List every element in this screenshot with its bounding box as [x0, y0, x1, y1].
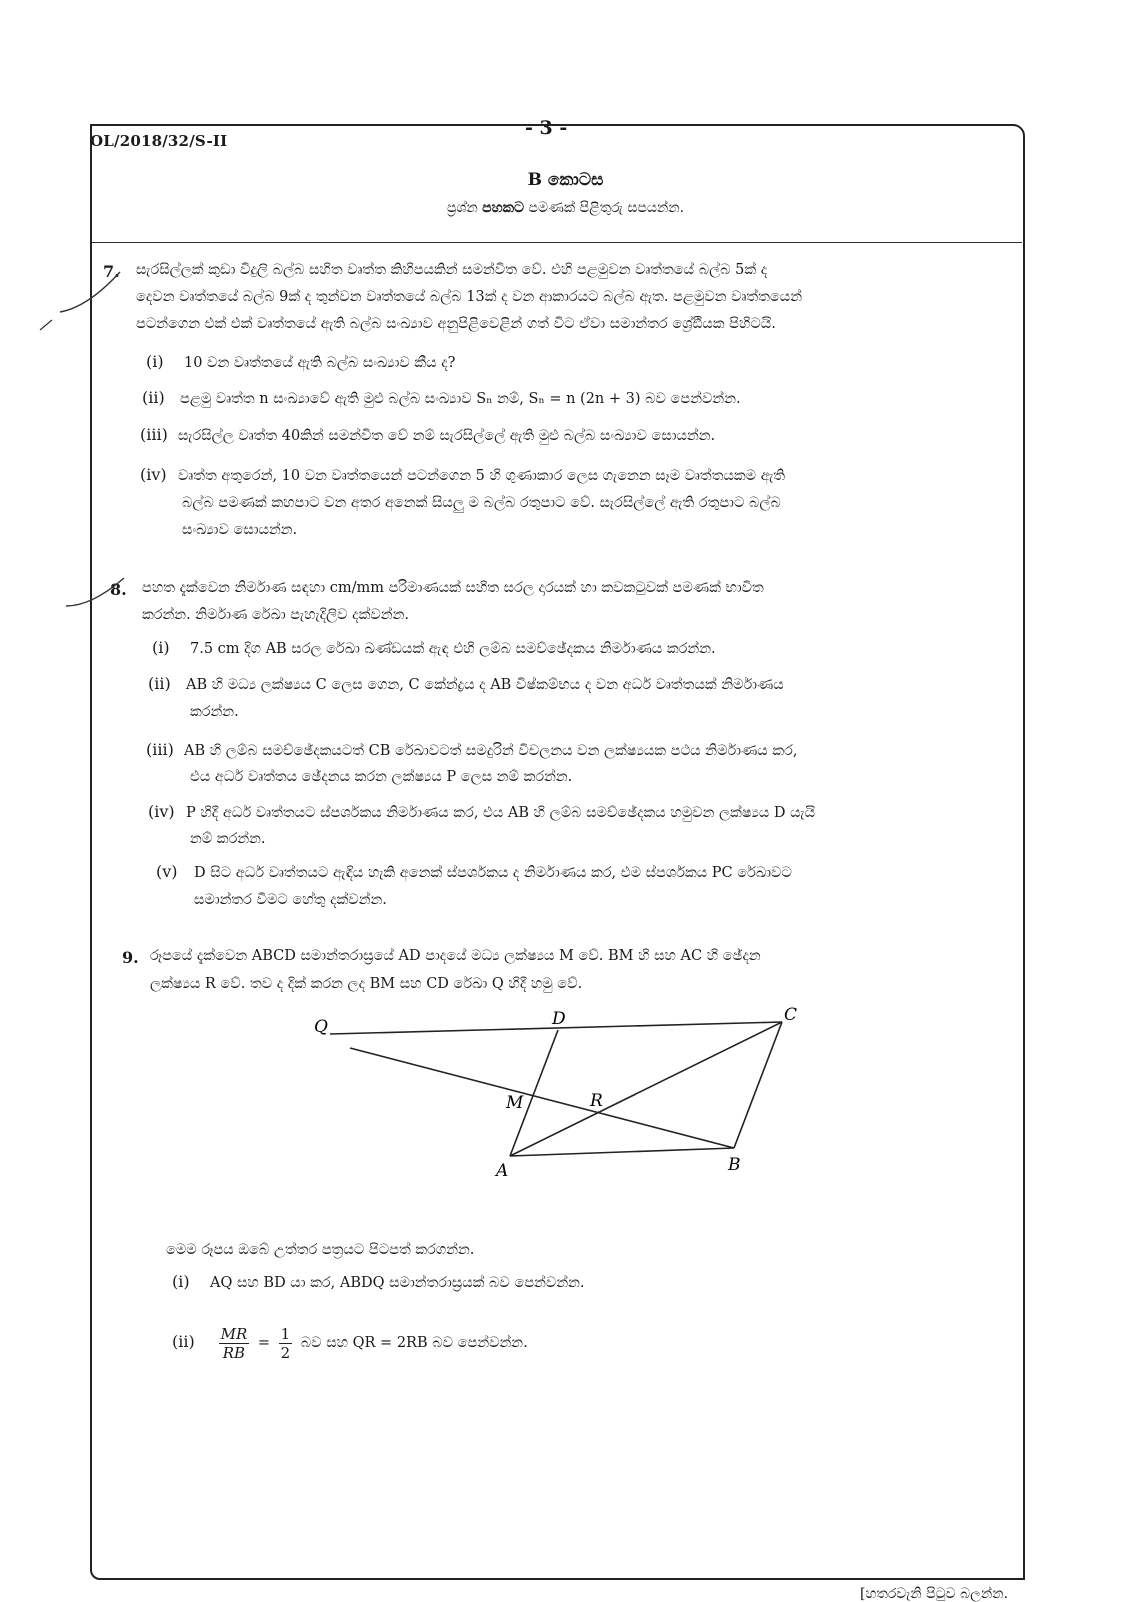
- q7-line-2: දෙවන වෘත්තයේ බල්බ 9ක් ද තුන්වන වෘත්තයේ බල්බ 13ක් ද වන ආකාරයට බල්බ ඇත. පළමුවන වෘත්තයෙන්: [136, 289, 802, 305]
- q7-part-iv-cont-2: සංඛ්‍යාව සොයන්න.: [182, 522, 298, 538]
- instruction: [0, 200, 1131, 216]
- q8-part-iv: [148, 802, 815, 823]
- q7-part-iv-text: වෘත්ත අතුරෙන්, 10 වන වෘත්තයෙන් පටන්ගෙන 5 හි ගුණාකාර ලෙස ගැනෙන සෑම වෘත්තයකම ඇති: [178, 468, 786, 484]
- equals-sign: =: [257, 1335, 271, 1351]
- one-half-fraction: [279, 1325, 293, 1362]
- q9-part-ii-label: (ii): [172, 1332, 195, 1351]
- paper-code: OL/2018/32/S-II: [90, 132, 228, 150]
- q8-part-i: [152, 638, 716, 659]
- line-QB: [350, 1048, 734, 1148]
- q8-part-i-label: (i): [152, 638, 170, 657]
- tick-mark-q7: [30, 262, 140, 332]
- instruction-bold: පහකට: [482, 200, 525, 216]
- q8-line-2: කරන්න. නිර්මාණ රේඛා පැහැදිලිව දක්වන්න.: [142, 607, 409, 623]
- q9-part-ii: [172, 1322, 528, 1363]
- q7-part-i: [146, 352, 455, 373]
- q8-part-ii-text: AB හි මධ්‍ය ලක්ෂ්‍යය C ලෙස ගෙන, C කේන්ද්‍රය ද AB විෂ්කම්භය ද වන අර්ධ වෘත්තයක් නිර්මාණය: [186, 677, 784, 693]
- q8-part-ii: [148, 674, 784, 695]
- q9-line-1: රූපයේ දැක්වෙන ABCD සමාන්තරාස්‍රයේ AD පාදයේ මධ්‍ය ලක්ෂ්‍යය M වේ. BM හි සහ AC හි ඡේදන: [150, 948, 761, 964]
- label-A: A: [496, 1161, 509, 1181]
- q9-part-i-label: (i): [172, 1272, 190, 1291]
- q8-part-iii-cont: එය අර්ධ වෘත්තය ඡේදනය කරන ලක්ෂ්‍යය P ලෙස නම් කරන්න.: [190, 769, 573, 785]
- q7-part-ii: [142, 388, 741, 409]
- q9-line-2: ලක්ෂ්‍යය R වේ. තව ද දික් කරන ලද BM සහ CD රේඛා Q හිදී හමු වේ.: [150, 976, 583, 992]
- label-R: R: [590, 1091, 603, 1111]
- q7-part-iv-label: (iv): [140, 465, 167, 484]
- header-divider: [92, 242, 1022, 243]
- q8-part-ii-cont: කරන්න.: [190, 704, 239, 720]
- tick-mark-q8: [62, 572, 142, 612]
- frac-denominator: RB: [222, 1343, 246, 1362]
- line-BC: [734, 1022, 782, 1148]
- q8-part-iii-text: AB හි ලම්බ සමච්ඡේදකයටත් CB රේඛාවටත් සමදුරින් විචලනය වන ලක්ෂ්‍යයක පථය නිර්මාණය කර,: [184, 743, 798, 759]
- q7-part-iv: [140, 465, 785, 486]
- q7-part-iii-label: (iii): [140, 425, 168, 444]
- q8-part-v-text: D සිට අර්ධ වෘත්තයට ඇඳිය හැකි අනෙක් ස්පර්ශකය ද නිර්මාණය කර, එම ස්පර්ශකය PC රේඛාවට: [194, 865, 792, 881]
- q9-part-ii-text: බව සහ QR = 2RB බව පෙන්වන්න.: [300, 1335, 528, 1351]
- parallelogram-figure: [300, 1000, 820, 1190]
- mr-over-rb-fraction: [219, 1325, 250, 1362]
- line-AC: [510, 1022, 782, 1156]
- label-M: M: [506, 1093, 524, 1113]
- q8-part-v-cont: සමාන්තර වීමට හේතු දක්වන්න.: [194, 892, 387, 908]
- q7-part-i-label: (i): [146, 352, 164, 371]
- q9-copy-instruction: මෙම රූපය ඔබේ උත්තර පත්‍රයට පිටපත් කරගන්න.: [166, 1242, 475, 1258]
- frac-numerator: MR: [220, 1324, 248, 1343]
- q7-number: 7.: [103, 262, 120, 281]
- q7-part-iii-text: සැරසිල්ල වෘත්ත 40කින් සමන්විත වේ නම් සැරසිල්ලේ ඇති මුළු බල්බ සංඛ්‍යාව සොයන්න.: [178, 428, 716, 444]
- q7-part-iv-cont-1: බල්බ පමණක් කහපාට වන අතර අනෙක් සියලු ම බල්බ රතුපාට වේ. සැරසිල්ලේ ඇති රතුපාට බල්බ: [182, 495, 781, 511]
- q8-part-ii-label: (ii): [148, 674, 171, 693]
- half-numerator: 1: [280, 1324, 291, 1343]
- instruction-after: පමණක් පිළිතුරු සපයන්න.: [524, 200, 685, 216]
- label-B: B: [728, 1155, 741, 1175]
- q8-part-i-text: 7.5 cm දිග AB සරල රේඛා ඛණ්ඩයක් ඇඳ එහි ලම්බ සමච්ඡේදකය නිර්මාණය කරන්න.: [190, 641, 716, 657]
- label-D: D: [552, 1009, 566, 1029]
- q7-line-3: පටන්ගෙන එක් එක් වෘත්තයේ ඇති බල්බ සංඛ්‍යාව අනුපිළිවෙළින් ගත් විට ඒවා සමාන්තර ශ්‍රේඪියක පිහිටයි.: [136, 316, 776, 332]
- q7-part-iii: [140, 425, 715, 446]
- footer-note: [හතරවැනි පිටුව බලන්න.: [860, 1586, 1009, 1602]
- q8-part-v: [156, 862, 792, 883]
- q9-part-i: [172, 1272, 585, 1293]
- q7-line-1: සැරසිල්ලක් කුඩා විදුලි බල්බ සහිත වෘත්ත කිහිපයකින් සමන්විත වේ. එහි පළමුවන වෘත්තයේ බල්බ 5ක් ද: [136, 262, 768, 278]
- q9-number: 9.: [122, 948, 139, 967]
- q7-part-ii-label: (ii): [142, 388, 165, 407]
- line-AB: [510, 1148, 734, 1156]
- q8-line-1: පහත දැක්වෙන නිර්මාණ සඳහා cm/mm පරිමාණයක් සහිත සරල දාරයක් හා කවකටුවක් පමණක් භාවිත: [142, 580, 764, 596]
- q9-part-i-text: AQ සහ BD යා කර, ABDQ සමාන්තරාස්‍රයක් බව පෙන්වන්න.: [210, 1275, 585, 1291]
- half-denominator: 2: [280, 1343, 291, 1362]
- label-C: C: [784, 1005, 798, 1025]
- part-title: B කොටස: [527, 170, 604, 190]
- q7-part-i-text: 10 වන වෘත්තයේ ඇති බල්බ සංඛ්‍යාව කීය ද?: [184, 355, 456, 371]
- q8-part-iii: [146, 740, 797, 761]
- q8-part-iii-label: (iii): [146, 740, 174, 759]
- q8-part-iv-text: P හිදී අර්ධ වෘත්තයට ස්පර්ශකය නිර්මාණය කර, එය AB හි ලම්බ සමච්ඡේදකය හමුවන ලක්ෂ්‍යය D යැයි: [186, 805, 816, 821]
- q7-part-ii-text: පළමු වෘත්ත n සංඛ්‍යාවේ ඇති මුළු බල්බ සංඛ්‍යාව Sₙ නම්, Sₙ = n (2n + 3) බව පෙන්වන්න.: [180, 391, 741, 407]
- q8-number: 8.: [110, 580, 127, 599]
- q8-part-v-label: (v): [156, 862, 178, 881]
- page-number: - 3 -: [525, 117, 568, 139]
- instruction-before: ප්‍රශ්න: [446, 200, 483, 216]
- q8-part-iv-cont: නම් කරන්න.: [190, 831, 266, 847]
- q8-part-iv-label: (iv): [148, 802, 175, 821]
- label-Q: Q: [314, 1017, 328, 1037]
